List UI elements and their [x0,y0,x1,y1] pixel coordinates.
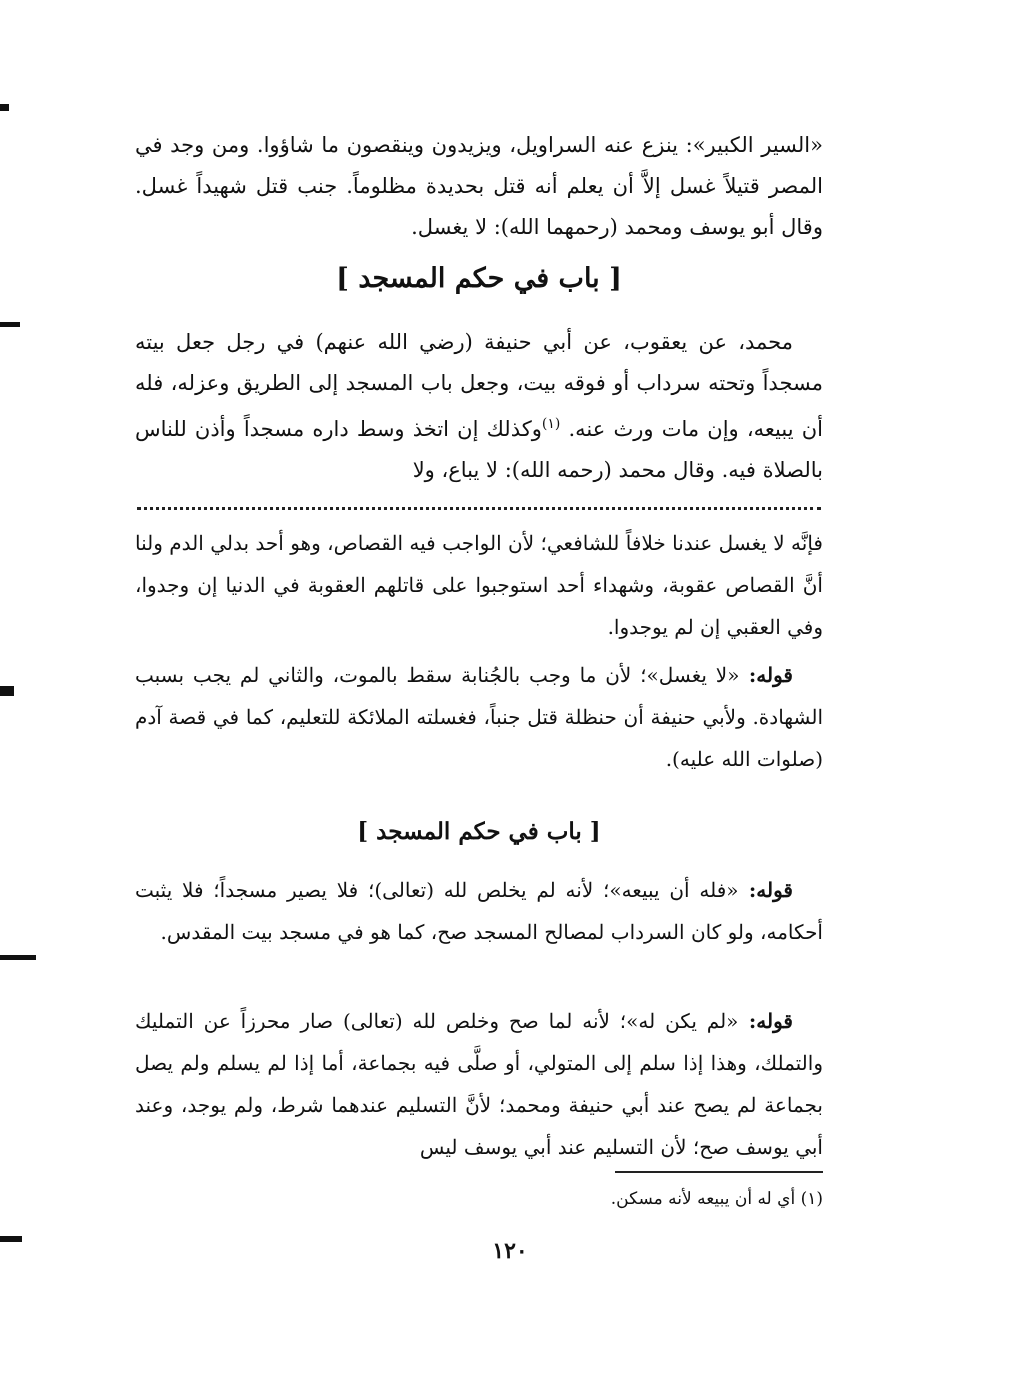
dotted-separator [137,507,821,510]
main-paragraph [135,322,823,491]
commentary-text: «لا يغسل»؛ لأن ما وجب بالجُنابة سقط بالموت، والثاني لم يجب بسبب الشهادة. ولأبي حنيفة أن حنظلة قتل جنباً، فغسلته الملائكة للتعليم، كما في قصة آدم (صلوات الله عليه). [135,663,823,771]
commentary-paragraph [135,1000,823,1168]
footnote: (١) أي له أن يبيعه لأنه مسكن. [610,1189,823,1209]
commentary-paragraph [135,654,823,780]
main-text-span: وكذلك إن اتخذ وسط داره مسجداً وأذن للناس بالصلاة فيه. وقال محمد (رحمه الله): لا يباع، ولا [135,417,823,482]
scan-margin-mark [0,104,9,111]
commentary-block [135,522,823,648]
commentary-paragraph: فإنَّه لا يغسل عندنا خلافاً للشافعي؛ لأن الواجب فيه القصاص، وهو أحد بدلي الدم ولنا أنَّ القصاص عقوبة، وشهداء أحد استوجبوا على قاتلهم العقوبة في الدنيا إن وجدوا، وفي العقبي إن لم يوجدوا. [135,531,823,639]
lead-word: قوله: [738,1009,793,1033]
page-number: ١٢٠ [492,1238,528,1264]
scan-margin-mark [0,322,20,327]
main-text-block-top [135,125,823,248]
lead-word: قوله: [738,878,793,902]
main-text-block [135,322,823,491]
commentary-block [135,654,823,780]
lead-word: قوله: [739,663,793,687]
main-text-span: محمد، عن يعقوب، عن أبي حنيفة (رضي الله عنهم) في رجل جعل بيته مسجداً وتحته سرداب أو فوقه بيت، وجعل باب المسجد إلى الطريق وعزله، فله أن يبيعه، وإن مات ورث عنه. [135,330,823,441]
main-paragraph: «السير الكبير»: ينزع عنه السراويل، ويزيدون وينقصون ما شاؤوا. ومن وجد في المصر قتيلاً غسل إلاَّ أن يعلم أنه قتل بحديدة مظلوماً. جنب قتل شهيداً غسل. وقال أبو يوسف ومحمد (رحمهما الله): لا يغسل. [135,133,823,239]
scan-margin-mark [0,955,36,960]
commentary-text: «لم يكن له»؛ لأنه لما صح وخلص لله (تعالى) صار محرزاً عن التمليك والتملك، وهذا إذا سلم إلى المتولي، أو صلَّى فيه بجماعة، أما إذا لم يسلم ولم يصل بجماعة لم يصح عند أبي حنيفة ومحمد؛ لأنَّ التسليم عندهما شرط، ولم يوجد، وعند أبي يوسف صح؛ لأن التسليم عند أبي يوسف ليس [135,1009,824,1159]
commentary-paragraph [135,869,823,953]
commentary-block [135,869,823,953]
commentary-text: «فله أن يبيعه»؛ لأنه لم يخلص لله (تعالى)؛ فلا يصير مسجداً؛ فلا يثبت أحكامه، ولو كان السرداب لمصالح المسجد صح، كما هو في مسجد بيت المقدس. [135,878,823,944]
footnote-reference: (١) [541,416,561,432]
scan-margin-mark [0,1236,22,1242]
scan-margin-mark [0,686,14,696]
section-heading: [ باب في حكم المسجد ] [336,263,622,294]
commentary-block [135,1000,823,1168]
commentary-heading: [ باب في حكم المسجد ] [357,818,601,845]
footnote-rule [615,1171,823,1173]
